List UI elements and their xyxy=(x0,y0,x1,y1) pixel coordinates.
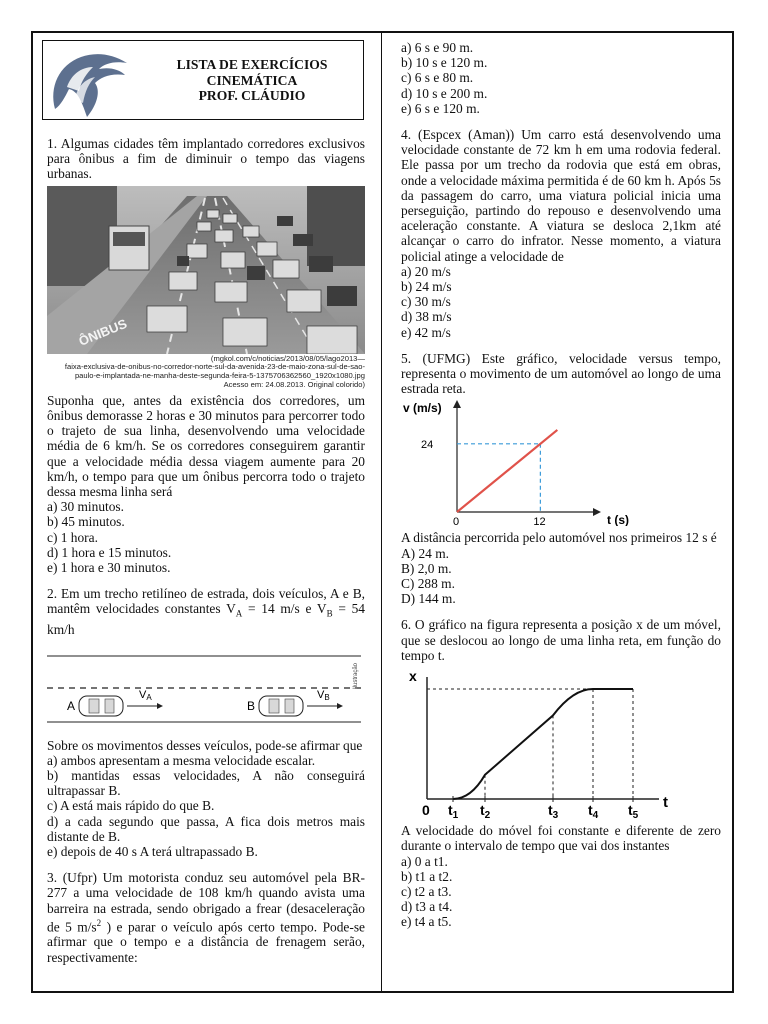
car-b-label: B xyxy=(247,698,256,713)
q6-option-e: e) t4 a t5. xyxy=(401,914,452,930)
caption-line-2: faixa-exclusiva-de-onibus-no-corredor-norte-sul-da-avenida-23-de-maio-zona-sul-de-sao- xyxy=(64,362,365,372)
q3-options xyxy=(401,40,721,116)
header-title xyxy=(147,57,357,104)
header-line-1: LISTA DE EXERCÍCIOS xyxy=(176,57,328,72)
chart2-y-label: x xyxy=(409,669,417,685)
car-a-icon xyxy=(79,696,123,716)
q4-option-c: c) 30 m/s xyxy=(401,294,451,310)
chart2-x-tick-4: $t_4$ xyxy=(588,802,599,820)
q2-options xyxy=(47,753,365,859)
car-a-label: A xyxy=(67,698,76,713)
q4-option-b: b) 24 m/s xyxy=(401,279,452,295)
q2-sub-b: B xyxy=(326,609,333,620)
chart1-y-tick: 24 xyxy=(421,439,434,452)
left-column xyxy=(47,40,365,965)
q4-option-d: d) 38 m/s xyxy=(401,309,452,325)
chart1-series-line xyxy=(457,430,557,512)
chart2-x-tick-3: $t_3$ xyxy=(548,802,559,820)
q1-intro: 1. Algumas cidades têm implantado corredores exclusivos para ônibus a fim de diminuir o tempo das viagens urbanas. xyxy=(47,136,365,182)
q1-option-b: b) 45 minutos. xyxy=(47,514,125,530)
photo-caption xyxy=(47,355,365,390)
chart2-x-tick-2: $t_2$ xyxy=(480,802,491,820)
q1-body: Suponha que, antes da existência dos corredores, um ônibus demorasse 2 horas e 30 minutos para percorrer todo o trajeto de sua linha, desenvolvendo uma velocidade média de 6 km/h. Se os corredores conseguirem garantir que a velocidade média dessa viagem aumente para 20 km/h, o tempo para que um ônibus percorra todo o trajeto dessa mesma linha será xyxy=(47,392,365,500)
q2-text xyxy=(47,586,365,637)
q2-question: Sobre os movimentos desses veículos, pode-se afirmar que xyxy=(47,737,363,753)
velocity-time-chart xyxy=(401,400,641,526)
q6-option-b: b) t1 a t2. xyxy=(401,868,453,884)
chart1-y-label: v (m/s) xyxy=(403,401,442,416)
q5-options xyxy=(401,546,721,607)
q6-option-d: d) t3 a t4. xyxy=(401,899,453,915)
chart1-x-tick-12: 12 xyxy=(533,516,546,527)
q3-text xyxy=(47,870,365,965)
q3-option-a: a) 6 s e 90 m. xyxy=(401,40,474,55)
chart1-x-tick-0: 0 xyxy=(453,516,460,527)
car-b-icon xyxy=(259,696,303,716)
q2-tail: = 54 km/h xyxy=(47,601,366,638)
caption-line-4: Acesso em: 24.08.2013. Original colorido) xyxy=(223,380,365,389)
q6-question: A velocidade do móvel foi constante e diferente de zero durante o intervalo de tempo que vai dos instantes xyxy=(401,823,721,854)
position-time-chart xyxy=(401,669,691,819)
q3-option-e: e) 6 s e 120 m. xyxy=(401,100,480,116)
q2-option-e: e) depois de 40 s A terá ultrapassado B. xyxy=(47,843,258,859)
q2-option-b: b) mantidas essas velocidades, A não conseguirá ultrapassar B. xyxy=(47,767,365,799)
q1-options xyxy=(47,499,365,575)
header-line-2: CINEMÁTICA xyxy=(206,72,298,88)
q1-option-c: c) 1 hora. xyxy=(47,529,98,545)
right-column xyxy=(401,40,721,930)
va-label: VA xyxy=(139,688,152,702)
photo-road-text: ÔNIBUS xyxy=(76,315,130,349)
header-line-3: PROF. CLÁUDIO xyxy=(198,88,306,103)
chart1-y-arrow xyxy=(453,400,461,408)
q2-sub-a: A xyxy=(235,609,243,620)
q1-option-d: d) 1 hora e 15 minutos. xyxy=(47,544,172,560)
q3-text-a: 3. (Ufpr) Um motorista conduz seu automóvel pela BR-277 a uma velocidade de 108 km/h quando avista uma barreira na estrada, sendo obrigado a frear (desaceleração de 5 m/s xyxy=(47,870,365,935)
q4-option-e: e) 42 m/s xyxy=(401,324,451,340)
bus-lane-photo xyxy=(47,186,365,354)
caption-line-3: paulo-e-implantada-ne-manha-deste-segunda-feira-5-1375706362560_1920x1080.jpg xyxy=(74,371,365,381)
q3-option-d: d) 10 s e 200 m. xyxy=(401,85,488,101)
q4-options xyxy=(401,264,721,340)
cars-diagram xyxy=(47,646,365,732)
q2-option-a: a) ambos apresentam a mesma velocidade escalar. xyxy=(47,752,316,768)
chart2-x-tick-1: $t_1$ xyxy=(448,802,459,820)
chart1-x-arrow xyxy=(593,508,601,516)
column-divider xyxy=(381,33,382,991)
q2-lead: 2. Em um trecho retilíneo de estrada, dois veículos, A e B, mantêm velocidades constantes V xyxy=(47,586,365,617)
q6-option-c: c) t2 a t3. xyxy=(401,883,452,899)
q5-option-d: D) 144 m. xyxy=(401,591,456,607)
q6-option-a: a) 0 a t1. xyxy=(401,853,448,869)
q2-option-c: c) A está mais rápido do que B. xyxy=(47,798,215,814)
q4-option-a: a) 20 m/s xyxy=(401,263,451,279)
q6-options xyxy=(401,854,721,930)
q5-text: 5. (UFMG) Este gráfico, velocidade versus tempo, representa o movimento de um automóvel ao longo de uma estrada reta. xyxy=(401,350,721,397)
q5-option-b: B) 2,0 m. xyxy=(401,560,452,576)
q2-mid: = 14 m/s e V xyxy=(242,601,327,617)
q3-text-b: ) e parar o veículo após certo tempo. Pode-se afirmar que o tempo e a distância de frenagem serão, respectivamente: xyxy=(47,919,365,965)
q6-text: 6. O gráfico na figura representa a posição x de um móvel, que se deslocou ao longo de uma linha reta, em função do tempo t. xyxy=(401,617,721,663)
q5-option-c: C) 288 m. xyxy=(401,576,455,592)
q3-option-b: b) 10 s e 120 m. xyxy=(401,55,488,71)
chart2-x-tick-0: 0 xyxy=(422,802,430,819)
chart2-x-tick-5: $t_5$ xyxy=(628,802,639,820)
chart2-series-curve xyxy=(453,689,633,799)
q2-option-d: d) a cada segundo que passa, A fica dois metros mais distante de B. xyxy=(47,813,365,844)
caption-line-1: (mgkol.com/c/noticias/2013/08/05/lago2013— xyxy=(210,353,365,363)
q3-sup: 2 xyxy=(96,917,102,928)
q5-question: A distância percorrida pelo automóvel nos primeiros 12 s é xyxy=(401,530,717,546)
chart2-x-label: t xyxy=(663,794,668,812)
q5-option-a: A) 24 m. xyxy=(401,545,449,561)
eagle-logo-icon xyxy=(47,47,131,123)
worksheet-header xyxy=(42,40,364,120)
diagram-side-label: Ilustração xyxy=(353,662,359,689)
q3-option-c: c) 6 s e 80 m. xyxy=(401,70,474,86)
vb-label: VB xyxy=(317,688,330,702)
q1-option-a: a) 30 minutos. xyxy=(47,499,124,515)
q4-text: 4. (Espcex (Aman)) Um carro está desenvolvendo uma velocidade constante de 72 km h em uma rodovia federal. Ele passa por um trecho da rodovia que está em obras, onde a velocidade máxima permitida é de 60 km h. Após 5s da passagem do carro, uma viatura policial inicia uma perseguição, partindo do repouso e desenvolvendo uma aceleração constante. A viatura se desloca 2,1km até alcançar o carro do infrator. Nesse momento, a viatura policial atinge a velocidade de xyxy=(401,127,721,264)
q1-option-e: e) 1 hora e 30 minutos. xyxy=(47,560,171,576)
chart1-x-label: t (s) xyxy=(607,513,629,527)
